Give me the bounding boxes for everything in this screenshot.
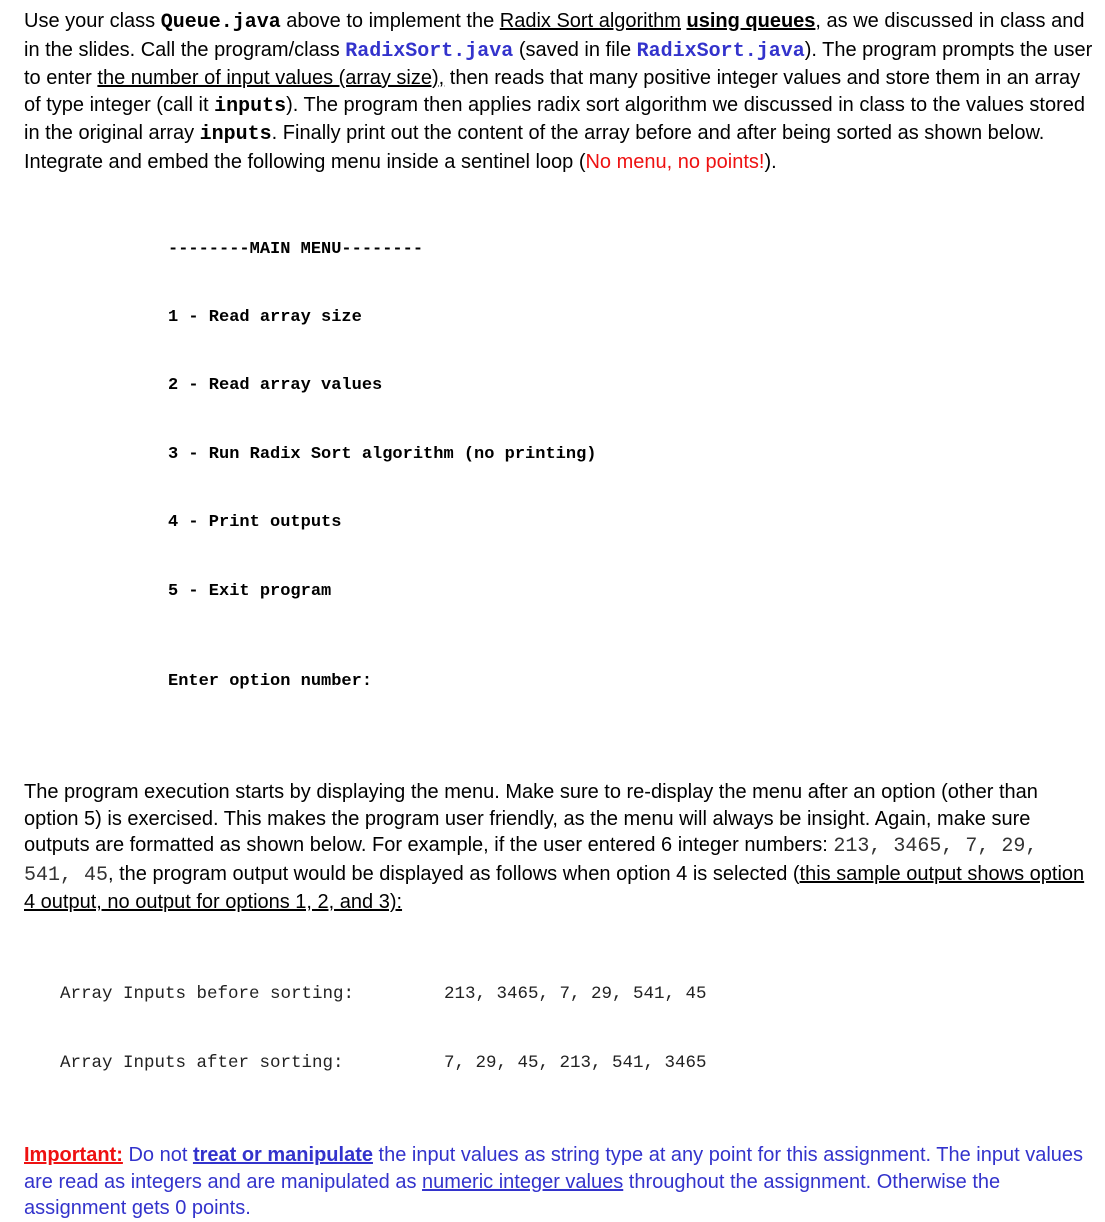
menu-item: 3 - Run Radix Sort algorithm (no printing) [168, 444, 597, 464]
sample-output-block [60, 938, 1096, 1120]
text-run: The program execution starts by displaying the menu. Make sure to re-display the menu after an option (other than option 5) is exercised. This makes the program user friendly, as the menu will always be insight. Again, make sure outputs are formatted as shown below. For example, if the user entered 6 integer numbers: [24, 781, 1038, 857]
menu-item: 4 - Print outputs [168, 513, 342, 533]
queue-file-code: Queue.java [160, 11, 281, 34]
sample-output-note: this sample output shows option 4 output, no output for options 1, 2, and 3): [24, 862, 1085, 914]
menu-item: 2 - Read array values [168, 376, 383, 396]
example-numbers-code: 213, 3465, 7, 29, 541, 45 [24, 835, 1038, 887]
important-label: Important: [24, 1144, 123, 1167]
important-paragraph [24, 1142, 1096, 1222]
menu-header: --------MAIN MENU-------- [168, 239, 424, 259]
text-run: Use your class [24, 10, 161, 32]
sample-row-before [60, 983, 1096, 1006]
assignment-document [24, 8, 1096, 1222]
after-label: Array Inputs after sorting: [60, 1052, 344, 1073]
no-menu-warning: No menu, no points! [585, 150, 765, 173]
text-run: , the program output would be displayed as follows when option 4 is selected ( [108, 862, 800, 885]
radix-sort-link: Radix Sort algorithm [499, 10, 681, 32]
text-run: then reads that many positive integer values and store them in an array of type integer (call it [24, 67, 1081, 116]
text-run: ). The program then applies radix sort algorithm we discussed in class to the values stored in the original array [24, 93, 1086, 144]
using-queues-emphasis: using queues [686, 10, 816, 32]
after-values: 7, 29, 45, 213, 541, 3465 [444, 1052, 707, 1073]
text-run: the input values as string type at any point for this assignment. The input values are read as integers and are manipulated as [24, 1144, 1084, 1193]
menu-item: 5 - Exit program [168, 581, 332, 601]
numeric-values-underline: numeric integer values [422, 1170, 624, 1193]
menu-item: 1 - Read array size [168, 307, 362, 327]
text-run: ). [764, 150, 777, 173]
text-run: above to implement the [280, 10, 500, 32]
inputs-code: inputs [214, 94, 287, 118]
text-run: . Finally print out the content of the array before and after being sorted as shown below. Integrate and embed the following menu inside a sentinel loop ( [24, 122, 1045, 173]
before-values: 213, 3465, 7, 29, 541, 45 [444, 984, 707, 1005]
treat-manipulate-emphasis: treat or manipulate [192, 1144, 373, 1167]
array-size-underline: the number of input values (array size), [97, 67, 445, 89]
intro-paragraph [24, 8, 1096, 175]
class-name-code: RadixSort.java [345, 39, 514, 63]
text-run: Do not [122, 1144, 193, 1167]
sample-row-after [60, 1052, 1096, 1075]
menu-prompt: Enter option number: [168, 671, 373, 691]
text-run: , as we discussed in class and in the slides. Call the program/class [24, 10, 1085, 61]
main-menu-block [168, 193, 1096, 739]
text-run: ). The program prompts the user to enter [24, 38, 1093, 89]
execution-paragraph [24, 779, 1096, 916]
before-label: Array Inputs before sorting: [60, 984, 355, 1005]
text-run: throughout the assignment. Otherwise the assignment gets 0 points. [24, 1170, 1001, 1220]
inputs-code: inputs [199, 123, 272, 146]
text-run: (saved in file [513, 38, 637, 61]
file-name-code: RadixSort.java [636, 39, 805, 63]
